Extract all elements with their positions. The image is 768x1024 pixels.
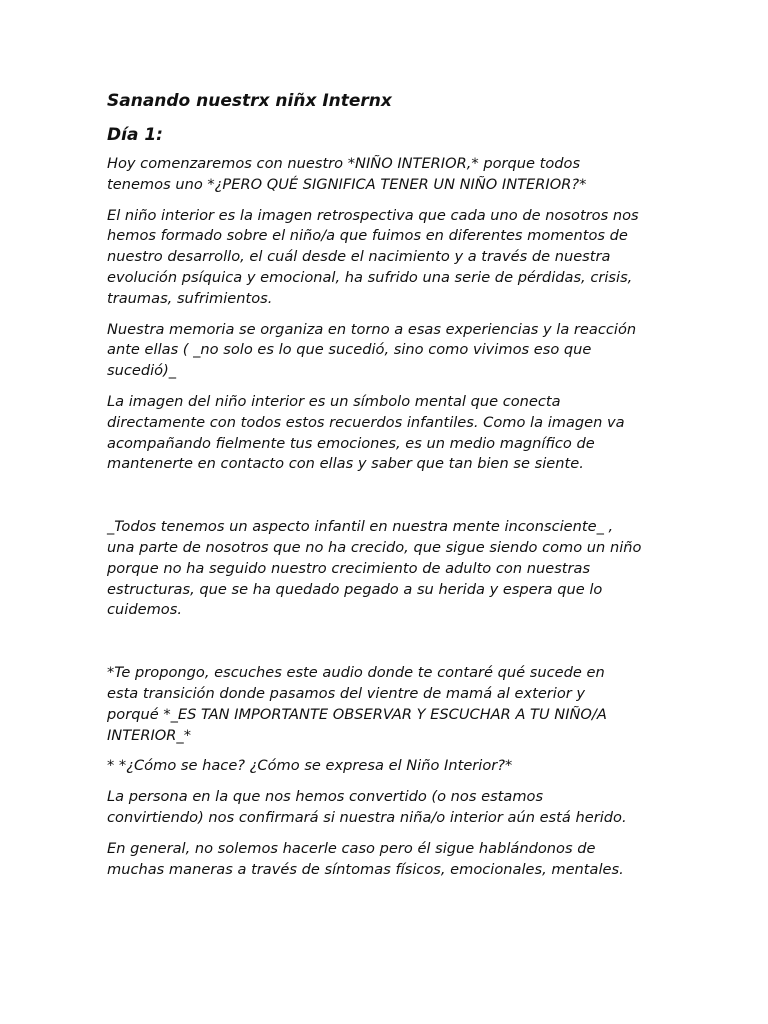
document-body xyxy=(107,88,667,890)
paragraph-infantile-aspect: _Todos tenemos un aspecto infantil en nuestra mente inconsciente_ , una parte de nosotros que no ha crecido, que sigue siendo como un niño porque no ha seguido nuestro crecimiento de adulto con nuestras estructuras, que se ha quedado pegado a su herida y espera que lo cuidemos. xyxy=(107,518,642,619)
paragraph-symbol: La imagen del niño interior es un símbolo mental que conecta directamente con todos estos recuerdos infantiles. Como la imagen va acompañando fielmente tus emociones, es un medio magnífico de mantenerte en contacto con ellas y saber que tan bien se siente. xyxy=(107,392,625,473)
paragraph-general: En general, no solemos hacerle caso pero él sigue hablándonos de muchas maneras a través de síntomas físicos, emocionales, mentales. xyxy=(107,839,624,878)
paragraph-person: La persona en la que nos hemos convertido (o nos estamos convirtiendo) nos confirmará si nuestra niña/o interior aún está herido. xyxy=(107,788,627,826)
day-heading: Día 1: xyxy=(107,125,163,145)
paragraph-intro: Hoy comenzaremos con nuestro *NIÑO INTERIOR,* porque todos tenemos uno *¿PERO QUÉ SIGNIFICA TENER UN NIÑO INTERIOR?* ￼ xyxy=(107,155,592,193)
document-title: Sanando nuestrx niñx Internx xyxy=(107,91,392,111)
paragraph-audio-proposal: *Te propongo, escuches este audio donde te contaré qué sucede en esta transición donde pasamos del vientre de mamá ￼al exterior y porqué *_ES TAN IMPORTANTE OBSERVAR Y ESCUCHAR A TU NIÑO/A INTERIOR_* xyxy=(107,664,607,744)
paragraph-definition: El niño interior es la imagen retrospectiva que cada uno de nosotros nos hemos formado sobre el niño/a que fuimos en diferentes momentos de nuestro desarrollo, el cuál desde el nacimiento y a través de nuestra evolución psíquica y emocional, ha sufrido una serie de pérdidas, crisis, traumas, sufrimientos. xyxy=(107,206,639,307)
paragraph-memory: Nuestra memoria se organiza en torno a esas experiencias y la reacción ante ellas ( _no solo es lo que sucedió, sino como vivimos eso que sucedió)_ xyxy=(107,320,637,380)
paragraph-question: * *¿Cómo se hace? ¿Cómo se expresa el Niño Interior?* xyxy=(107,757,513,775)
